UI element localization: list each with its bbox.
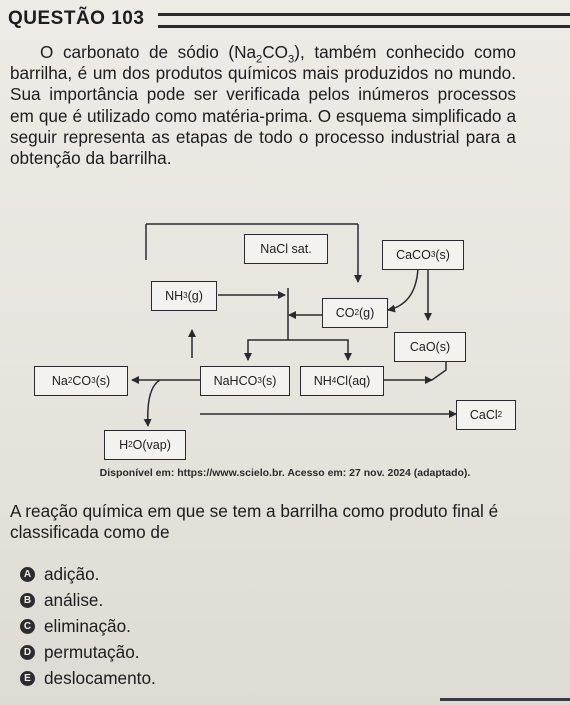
- box-nacl: NaCl sat.: [244, 234, 328, 264]
- option-d[interactable]: [20, 639, 156, 665]
- box-nahco3: NaHCO 3 (s): [200, 366, 290, 396]
- option-letter-badge: C: [20, 619, 35, 634]
- option-e[interactable]: [20, 665, 156, 691]
- box-nh4cl: NH 4 Cl(aq): [300, 366, 384, 396]
- question-prompt: A reação química em que se tem a barrilha como produto final é classificada como de: [10, 501, 499, 542]
- box-co2: CO 2 (g): [322, 298, 388, 328]
- option-a[interactable]: [20, 561, 156, 587]
- option-letter-badge: A: [20, 567, 35, 582]
- box-caco3: CaCO 3 (s): [382, 240, 464, 270]
- option-letter-badge: E: [20, 671, 35, 686]
- option-text: permutação.: [44, 641, 140, 662]
- option-text: análise.: [44, 589, 104, 610]
- option-text: deslocamento.: [44, 667, 156, 688]
- option-b[interactable]: [20, 587, 156, 613]
- option-c[interactable]: [20, 613, 156, 639]
- box-h2o: H 2 O(vap): [104, 430, 186, 460]
- source-citation: Disponível em: https://www.scielo.br. Acesso em: 27 nov. 2024 (adaptado).: [99, 467, 471, 479]
- option-text: eliminação.: [44, 615, 131, 636]
- question-paragraph: O carbonato de sódio $(Na_2CO_3)$, também conhecido como barrilha, é um dos produtos químicos mais produzidos no mundo. Sua importância pode ser verificada pelos inúmeros processos em que é utilizado como matéria-prima. O esquema simplificado a seguir representa as etapas de todo o processo industrial para a obtenção da barrilha.: [10, 42, 516, 169]
- process-diagram: [0, 220, 570, 468]
- option-letter-badge: B: [20, 593, 35, 608]
- option-text: adição.: [44, 563, 100, 584]
- title-rule: [158, 13, 570, 28]
- box-cao: CaO(s): [394, 332, 466, 362]
- bottom-rule: [440, 698, 570, 701]
- question-title: QUESTÃO 103: [8, 8, 145, 29]
- answer-options: [20, 561, 156, 691]
- box-cacl2: CaCl 2: [456, 400, 516, 430]
- box-nh3: NH 3 (g): [151, 281, 217, 311]
- option-letter-badge: D: [20, 645, 35, 660]
- box-na2co3: Na 2 CO 3 (s): [34, 366, 128, 396]
